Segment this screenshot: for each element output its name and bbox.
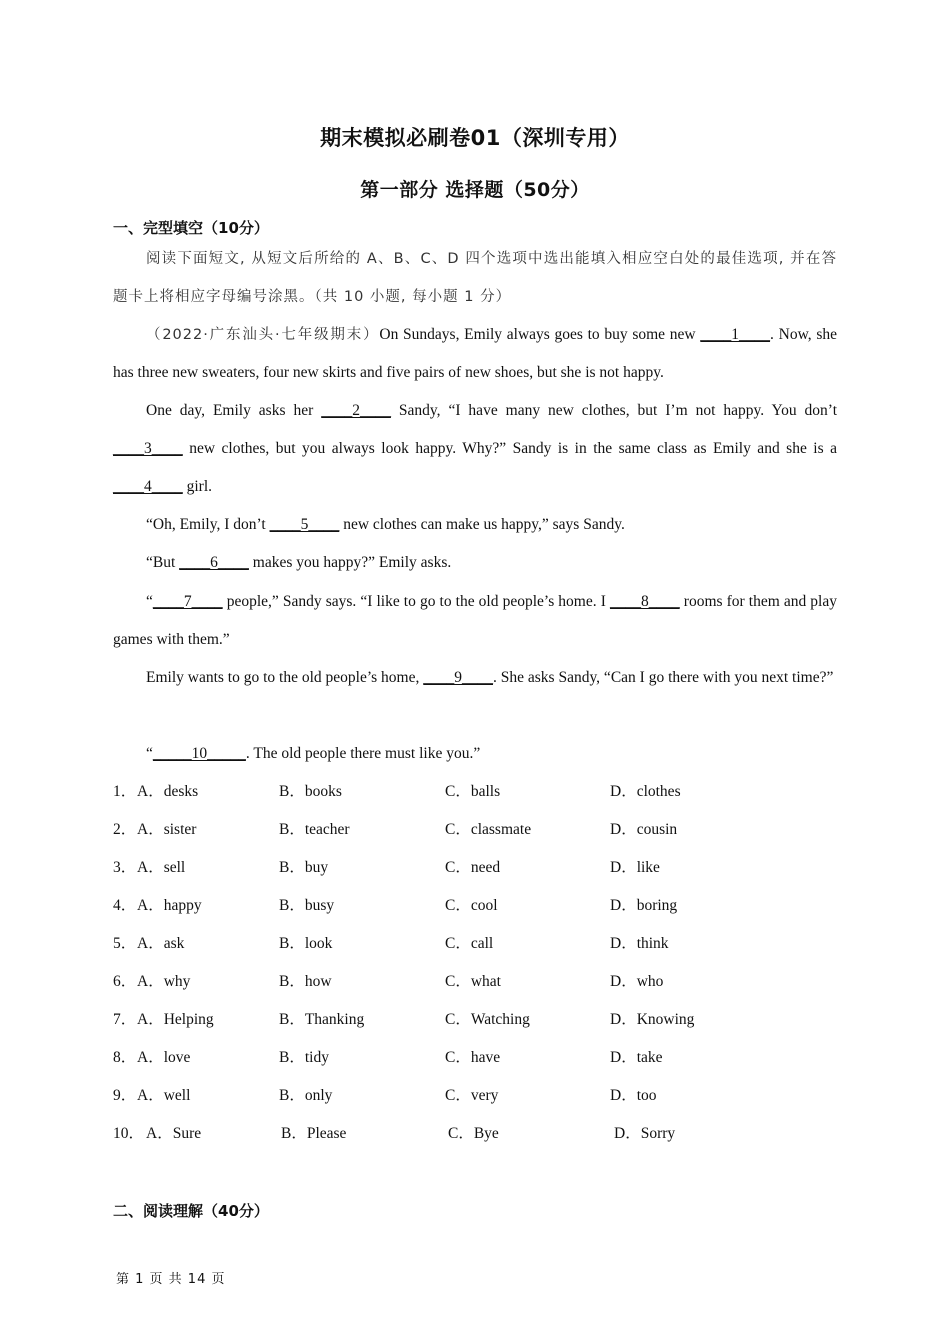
passage-paragraph-3: “Oh, Emily, I don’t ____5____ new clothes can make us happy,” says Sandy.	[146, 516, 625, 533]
option-a: A．Helping	[137, 1011, 214, 1028]
option-c: C．very	[445, 1087, 499, 1104]
option-d: D．clothes	[610, 783, 681, 800]
option-c: C．call	[445, 935, 494, 952]
option-c: C．have	[445, 1049, 501, 1066]
option-b: B．teacher	[279, 821, 350, 838]
option-b: B．Please	[281, 1125, 347, 1142]
blank-4: ____4____	[113, 478, 183, 495]
option-d: D．cousin	[610, 821, 678, 838]
blank-5: ____5____	[269, 516, 340, 533]
option-a: A．ask	[137, 935, 185, 952]
option-b: B．books	[279, 783, 342, 800]
option-b: B．tidy	[279, 1049, 329, 1066]
blank-3: ____3____	[113, 440, 183, 457]
option-c: C．Bye	[448, 1125, 499, 1142]
passage-paragraph-7: “_____10_____. The old people there must like you.”	[146, 745, 481, 762]
section-2-heading: 二、阅读理解（40分）	[113, 1202, 269, 1220]
question-row	[113, 963, 837, 1001]
question-number: 4．	[113, 897, 137, 914]
page-footer: 第 1 页 共 14 页	[116, 1272, 226, 1287]
passage-paragraph-5: “____7____ people,” Sandy says. “I like to go to the old people’s home. I ____8____ rooms for them and play games with them.”	[113, 593, 837, 648]
option-c: C．classmate	[445, 821, 532, 838]
question-row	[113, 1077, 837, 1115]
blank-1: ____1____	[700, 326, 771, 343]
blank-2: ____2____	[321, 402, 391, 419]
source-note: （2022·广东汕头·七年级期末）	[146, 327, 380, 343]
instructions: 阅读下面短文, 从短文后所给的 A、B、C、D 四个选项中选出能填入相应空白处的最佳选项, 并在答题卡上将相应字母编号涂黑。（共 10 小题, 每小题 1 分）	[113, 251, 837, 305]
option-d: D．take	[610, 1049, 663, 1066]
question-row	[113, 811, 837, 849]
question-row	[113, 925, 837, 963]
option-a: A．sell	[137, 859, 186, 876]
question-number: 8．	[113, 1049, 137, 1066]
option-b: B．buy	[279, 859, 329, 876]
question-number: 7．	[113, 1011, 137, 1028]
option-d: D．boring	[610, 897, 678, 914]
question-row	[113, 1039, 837, 1077]
passage-paragraph-4: “But ____6____ makes you happy?” Emily asks.	[146, 554, 452, 571]
question-number: 2．	[113, 821, 137, 838]
option-a: A．sister	[137, 821, 197, 838]
option-b: B．Thanking	[279, 1011, 365, 1028]
page-title: 期末模拟必刷卷01（深圳专用）	[320, 126, 630, 150]
question-number: 9．	[113, 1087, 137, 1104]
option-d: D．think	[610, 935, 669, 952]
option-d: D．Sorry	[614, 1125, 676, 1142]
option-c: C．cool	[445, 897, 498, 914]
question-number: 6．	[113, 973, 137, 990]
blank-9: ____9____	[423, 669, 493, 686]
question-row	[113, 773, 837, 811]
question-row	[113, 887, 837, 925]
option-a: A．well	[137, 1087, 191, 1104]
option-c: C．what	[445, 973, 501, 990]
option-d: D．who	[610, 973, 664, 990]
option-c: C．balls	[445, 783, 501, 800]
blank-6: ____6____	[179, 554, 249, 571]
option-d: D．like	[610, 859, 660, 876]
section-1-heading: 一、完型填空（10分）	[113, 219, 269, 237]
option-a: A．desks	[137, 783, 199, 800]
part-title: 第一部分 选择题（50分）	[360, 179, 590, 201]
option-c: C．need	[445, 859, 501, 876]
question-row	[113, 849, 837, 887]
blank-7: ____7____	[152, 593, 223, 610]
question-row	[113, 1115, 837, 1153]
question-number: 3．	[113, 859, 137, 876]
option-a: A．love	[137, 1049, 191, 1066]
blank-8: ____8____	[609, 593, 680, 610]
option-b: B．how	[279, 973, 332, 990]
option-a: A．happy	[137, 897, 202, 914]
option-a: A．Sure	[146, 1125, 202, 1142]
option-b: B．only	[279, 1087, 333, 1104]
passage-paragraph-2: One day, Emily asks her ____2____ Sandy, “I have many new clothes, but I’m not happy. You don’t ____3____ new clothes, but you always look happy. Why?” Sandy is in the same class as Emily and she is a ____4____ girl.	[113, 402, 838, 495]
option-a: A．why	[137, 973, 191, 990]
question-row	[113, 1001, 837, 1039]
passage-paragraph-1: （2022·广东汕头·七年级期末）On Sundays, Emily always goes to buy some new ____1____. Now, she has three new sweaters, four new skirts and five pairs of new shoes, but she is not happy.	[113, 326, 837, 381]
blank-10: _____10_____	[152, 745, 246, 762]
option-d: D．too	[610, 1087, 657, 1104]
option-b: B．busy	[279, 897, 335, 914]
option-d: D．Knowing	[610, 1011, 695, 1028]
question-number: 1．	[113, 783, 137, 800]
option-b: B．look	[279, 935, 333, 952]
question-number: 5．	[113, 935, 137, 952]
option-c: C．Watching	[445, 1011, 530, 1028]
question-number: 10．	[113, 1125, 145, 1142]
passage-paragraph-6: Emily wants to go to the old people’s home, ____9____. She asks Sandy, “Can I go there with you next time?”	[146, 669, 834, 686]
